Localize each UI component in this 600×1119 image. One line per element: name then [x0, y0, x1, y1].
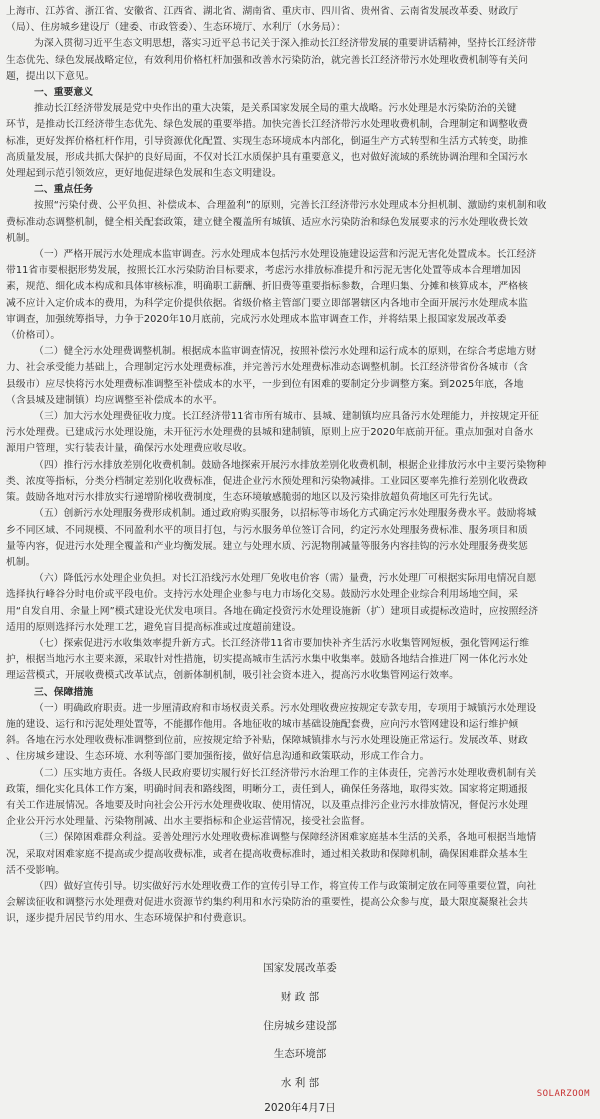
- text-line: 素，规范、细化成本构成和具体审核标准，明确职工薪酬、折旧费等重要指标参数，合理归集、分摊和核算成本，严格核: [6, 281, 528, 293]
- text-line: （三）加大污水处理费征收力度。长江经济带11省市所有城市、县城、建制镇均应具备污水处理能力，并按规定开征: [34, 411, 539, 423]
- text-line: 理运营模式，开展收费模式改革试点，创新体制机制，吸引社会资本进入，提高污水收集管网运行效率。: [6, 670, 459, 682]
- text-line: 上海市、江苏省、浙江省、安徽省、江西省、湖北省、湖南省、重庆市、四川省、贵州省、云南省发展改革委、财政厅: [6, 6, 519, 17]
- text-line: （二）健全污水处理费调整机制。根据成本监审调查情况，按照补偿污水处理和运行成本的原则，在综合考虑地方财: [34, 346, 537, 358]
- text-line: （六）降低污水处理企业负担。对长江沿线污水处理厂免收电价容（需）量费，污水处理厂可根据实际用电情况自愿: [34, 573, 537, 585]
- text-line: 、住房城乡建设、生态环境、水利等部门要加强衔接，做好信息沟通和政策联动，形成工作合力。: [6, 751, 430, 763]
- text-line: 审调查，加强统筹指导，力争于2020年10月底前，完成污水处理成本监审调查工作，并将结果上报国家发展改革委: [6, 313, 507, 325]
- signature-mwr: 水 利 部: [280, 1077, 320, 1089]
- text-line: （四）做好宣传引导。切实做好污水处理收费工作的宣传引导工作，将宣传工作与政策制定放在同等重要位置，向社: [34, 880, 537, 892]
- text-line: 按照“污染付费、公平负担、补偿成本、合理盈利”的原则，完善长江经济带污水处理成本分担机制、激励约束机制和收: [34, 200, 547, 212]
- document-date: 2020年4月7日: [264, 1102, 336, 1114]
- text-line: 标准，更好发挥价格杠杆作用，引导资源优化配置、实现生态环境成本内部化，倒逼生产方式转型和生活方式转变，助推: [6, 135, 528, 147]
- text-line: 况，采取对困难家庭不提高或少提高收费标准，或者在提高收费标准时，通过相关救助和保障机制，确保困难群众基本生: [6, 848, 528, 860]
- text-line: （二）压实地方责任。各级人民政府要切实履行好长江经济带污水治理工作的主体责任，完善污水处理收费机制有关: [34, 767, 537, 779]
- text-line: （一）明确政府职责。进一步厘清政府和市场权责关系。污水处理收费应按规定专款专用，专项用于城镇污水处理设: [34, 702, 537, 714]
- text-line: （一）严格开展污水处理成本监审调查。污水处理成本包括污水处理设施建设运营和污泥无害化处置成本。长江经济: [34, 249, 537, 261]
- text-line: 活不受影响。: [6, 864, 66, 876]
- text-line: 有关工作进展情况。各地要及时向社会公开污水处理费收取、使用情况，以及重点排污企业污水排放情况，督促污水处理: [6, 799, 528, 811]
- text-line: 乡不同区域、不同规模、不同盈利水平的项目打包，与污水服务单位签订合同，约定污水处理服务费标准、服务项目和质: [6, 524, 528, 536]
- text-line: 施的建设、运行和污泥处理处置等，不能挪作他用。各地征收的城市基础设施配套费，应向污水管网建设和运行维护倾: [6, 718, 519, 730]
- text-line: 为深入贯彻习近平生态文明思想，落实习近平总书记关于深入推动长江经济带发展的重要讲话精神，坚持长江经济带: [34, 38, 537, 50]
- text-line: 企业公开污水处理量、污染物削减、出水主要指标和企业运营情况，接受社会监督。: [6, 816, 371, 828]
- text-line: 策。鼓励各地对污水排放实行递增阶梯收费制度，生态环境敏感脆弱的地区以及污染排放超负荷地区可先行先试。: [6, 492, 499, 504]
- section-heading: 三、保障措施: [34, 686, 94, 698]
- section-heading: 二、重点任务: [34, 184, 94, 196]
- text-line: 机制。: [6, 232, 36, 244]
- text-line: 推动长江经济带发展是党中央作出的重大决策，是关系国家发展全局的重大战略。污水处理是水污染防治的关键: [34, 103, 517, 115]
- text-line: （含县城及建制镇）均应调整至补偿成本的水平。: [6, 394, 223, 406]
- text-line: 政策，细化实化具体工作方案，明确时间表和路线图，明晰分工，责任到人，确保任务落地，取得实效。国家将定期通报: [6, 783, 528, 795]
- text-line: 护，根据当地污水主要来源，采取针对性措施，切实提高城市生活污水集中收集率。鼓励各地结合推进厂网一体化污水处: [6, 654, 528, 666]
- watermark-logo: SOLARZOOM: [536, 1089, 590, 1099]
- text-line: （三）保障困难群众利益。妥善处理污水处理收费标准调整与保障经济困难家庭基本生活的关系，各地可根据当地情: [34, 832, 537, 844]
- text-line: 适用的原则选择污水处理工艺，避免盲目提高标准或过度超前建设。: [6, 621, 302, 633]
- text-line: 生态优先、绿色发展战略定位，有效利用价格杠杆加强和改善水污染防治，就完善长江经济带污水处理收费机制等有关问: [6, 54, 528, 66]
- text-line: 带11省市要根据形势发展，按照长江水污染防治目标要求，考虑污水排放标准提升和污泥无害化处置等成本合理增加因: [6, 265, 521, 277]
- text-line: （价格司）。: [6, 330, 61, 342]
- text-line: 类、浓度等指标，分类分档制定差别化收费标准，促进企业污水预处理和污染物减排。工业园区要率先推行差别化收费政: [6, 475, 528, 487]
- text-line: 用“自发自用、余量上网”模式建设光伏发电项目。各地在确定投资污水处理设施新（扩）建项目或提标改造时，应按照经济: [6, 605, 539, 617]
- text-line: 污水处理费。已建成污水处理设施，未开征污水处理费的县城和建制镇，原则上应于2020年底前开征。重点加强对自备水: [6, 427, 534, 439]
- text-line: （局）、住房城乡建设厅（建委、市政管委）、生态环境厅、水利厅（水务局）：: [6, 22, 346, 34]
- text-line: 识，逐步提升居民节约用水、生态环境保护和付费意识。: [6, 913, 253, 925]
- text-line: （七）探索促进污水收集效率提升新方式。长江经济带11省市要加快补齐生活污水收集管网短板，强化管网运行维: [34, 637, 530, 649]
- text-line: 选择执行峰谷分时电价或平段电价。支持污水处理企业参与电力市场化交易。鼓励污水处理企业综合利用场地空间，采: [6, 589, 519, 601]
- text-line: 题，提出以下意见。: [6, 70, 95, 82]
- text-line: 县级市）应尽快将污水处理费标准调整至补偿成本的水平，一步到位有困难的要制定分步调整方案。到2025年底，各地: [6, 378, 524, 390]
- text-line: 源用户管理，实行装表计量，确保污水处理费应收尽收。: [6, 443, 253, 455]
- text-line: 费标准动态调整机制，健全相关配套政策，建立健全覆盖所有城镇、适应水污染防治和绿色发展要求的污水处理收费长效: [6, 216, 528, 228]
- text-line: 力、社会承受能力基础上，合理制定污水处理费标准，并完善污水处理费标准动态调整机制。长江经济带省份各城市（含: [6, 362, 528, 374]
- text-line: 高质量发展，形成共抓大保护的良好局面，不仅对长江水质保护具有重要意义，也对做好流域的系统协调治理和全国污水: [6, 151, 528, 163]
- text-line: 量等内容，促进污水处理全覆盖和产业均衡发展。建立与处理水质、污泥物削减量等服务内容挂钩的污水处理服务费奖惩: [6, 540, 528, 552]
- text-line: 斜。各地在污水处理收费标准调整到位前，应按规定给予补贴，保障城镇排水与污水处理设施正常运行。发展改革、财政: [6, 735, 528, 747]
- text-line: （五）创新污水处理服务费形成机制。通过政府购买服务，以招标等市场化方式确定污水处理服务费水平。鼓励将城: [34, 508, 537, 520]
- text-line: 减不应计入定价成本的费用，为科学定价提供依据。省级价格主管部门要立即部署辖区内各地市全面开展污水处理成本监: [6, 297, 528, 309]
- text-line: 会解读征收和调整污水处理费对促进水资源节约集约利用和水污染防治的重要性，提高公众参与度，最大限度凝聚社会共: [6, 897, 528, 909]
- signature-mee: 生态环境部: [273, 1048, 327, 1060]
- text-line: 机制。: [6, 556, 36, 568]
- text-line: （四）推行污水排放差别化收费机制。鼓励各地探索开展污水排放差别化收费机制，根据企业排放污水中主要污染物种: [34, 459, 547, 471]
- section-heading: 一、重要意义: [34, 87, 94, 99]
- text-line: 环节，是推动长江经济带生态优先、绿色发展的重要举措。加快完善长江经济带污水处理收费机制，合理制定和调整收费: [6, 119, 528, 131]
- text-line: 处理起到示范引领效应，更好地促进绿色发展和生态文明建设。: [6, 168, 282, 180]
- signature-mof: 财 政 部: [280, 991, 320, 1003]
- signature-mohurd: 住房城乡建设部: [263, 1020, 337, 1032]
- signature-ndrc: 国家发展改革委: [263, 962, 337, 974]
